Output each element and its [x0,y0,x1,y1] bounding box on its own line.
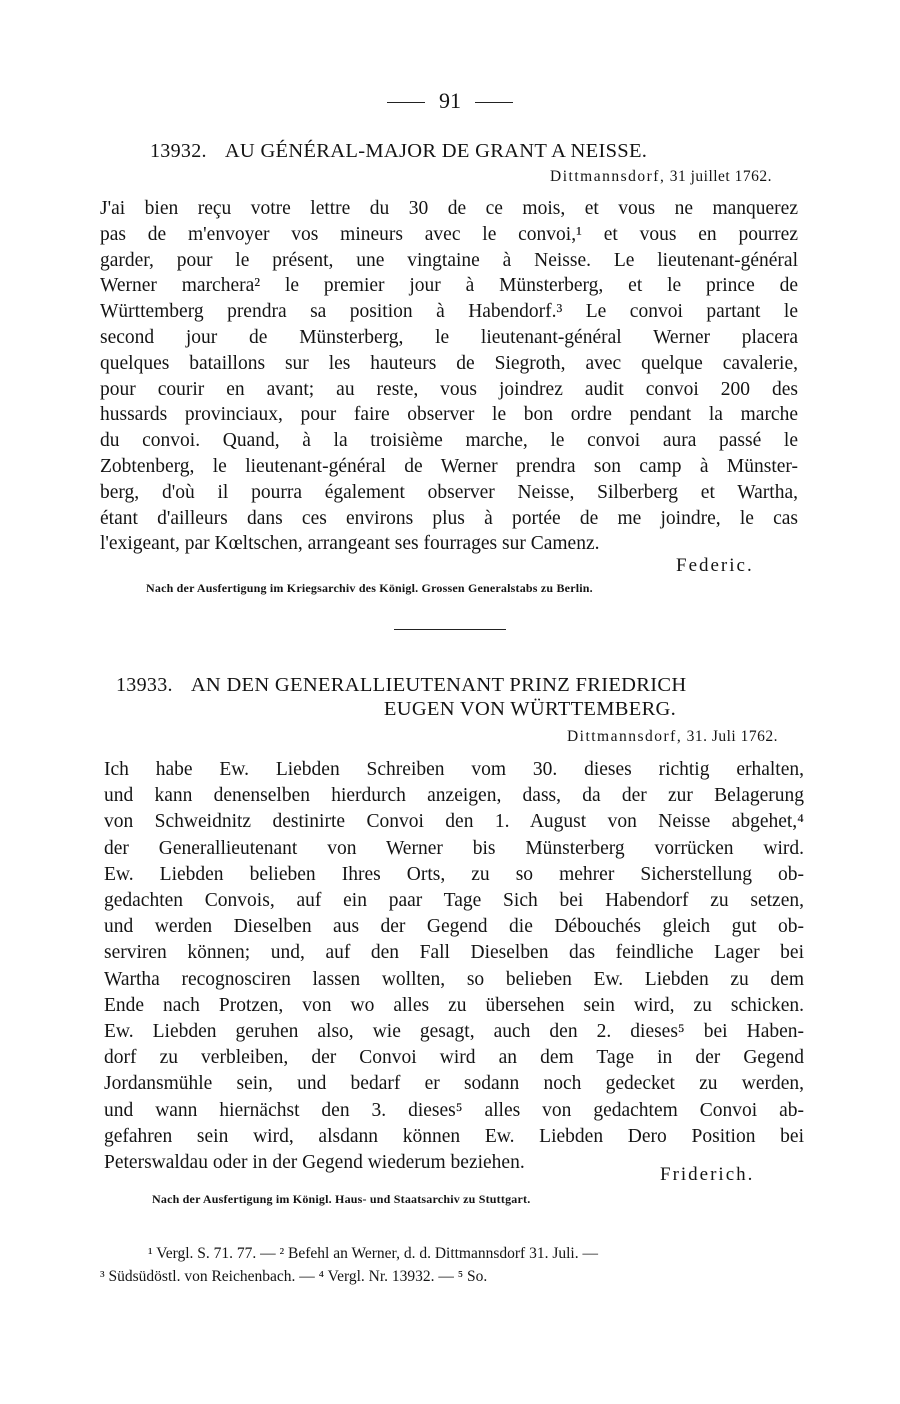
letter1-line: étant d'ailleurs dans ces environs plus à portée de me joindre, le cas [100,507,798,529]
letter2-line: Jordansmühle sein, und bedarf er sodann noch gedecket zu werden, [104,1073,804,1095]
letter1-line: berg, d'où il pourra également observer Neisse, Silberberg et Wartha, [100,481,798,503]
letter2-line: gedachten Convois, auf ein paar Tage Sich bei Habendorf zu setzen, [104,890,804,912]
letter2-title-line2: EUGEN VON WÜRTTEMBERG. [383,698,677,720]
letter2-date: 31. Juli 1762. [686,728,778,745]
letter2-line: dorf zu verbleiben, der Convoi wird an dem Tage in der Gegend [104,1047,804,1069]
letter2-line: Ew. Liebden belieben Ihres Orts, zu so mehrer Sicherstellung ob- [104,863,804,885]
letter2-place: Dittmannsdorf, [566,728,683,745]
letter2-line: Peterswaldau oder in der Gegend wiederum beziehen. [104,1152,525,1174]
letter1-line: second jour de Münsterberg, le lieutenant-général Werner placera [100,326,798,348]
page-number [0,88,900,114]
letter1-place: Dittmannsdorf, [550,168,666,185]
letter2-number: 13933. [116,674,173,696]
footnote-line: ³ Südsüdöstl. von Reichenbach. — ⁴ Vergl. Nr. 13932. — ⁵ So. [100,1268,488,1285]
letter1-line: du convoi. Quand, à la troisième marche, le convoi aura passé le [100,430,798,452]
letter2-line: Wartha recognosciren lassen wollten, so belieben Ew. Liebden zu dem [104,968,804,990]
letter1-line: l'exigeant, par Kœltschen, arrangeant ses fourrages sur Camenz. [100,533,600,555]
letter2-line: Ende nach Protzen, von wo alles zu übersehen sein wird, zu schicken. [104,994,804,1016]
letter1-signature: Federic. [676,555,754,576]
footnote-line: ¹ Vergl. S. 71. 77. — ² Befehl an Werner, d. d. Dittmannsdorf 31. Juli. — [148,1245,598,1262]
letter1-heading [150,140,647,163]
letter2-line: der Generallieutenant von Werner bis Münsterberg vorrücken wird. [104,837,804,859]
letter2-body [104,757,804,1176]
letter2-line: und kann denenselben hierdurch anzeigen, dass, da der zur Belagerung [104,785,804,807]
letter2-heading [116,674,686,697]
letter1-line: Werner marchera² le premier jour à Münsterberg, et le prince de [100,275,798,297]
letter1-body [100,196,798,557]
letter2-line: Ich habe Ew. Liebden Schreiben vom 30. dieses richtig erhalten, [104,759,804,780]
letter1-title: AU GÉNÉRAL-MAJOR DE GRANT A NEISSE. [224,140,648,162]
letter1-line: pour courir en avant; au reste, vous joindrez audit convoi 200 des [100,378,798,400]
letter1-line: garder, pour le présent, une vingtaine à Neisse. Le lieutenant-général [100,249,798,271]
letter1-line: hussards provinciaux, pour faire observer le bon ordre pendant la marche [100,404,798,426]
letter1-line: quelques bataillons sur les hauteurs de Siegroth, avec quelque cavalerie, [100,352,798,374]
letter2-line: Ew. Liebden geruhen also, wie gesagt, auch den 2. dieses⁵ bei Haben- [104,1021,804,1043]
letter1-line: pas de m'envoyer vos mineurs avec le convoi,¹ et vous en pourrez [100,223,798,245]
letter2-line: von Schweidnitz destinirte Convoi den 1. August von Neisse abgehet,⁴ [104,811,804,833]
letter2-line: serviren können; und, auf den Fall Dieselben das feindliche Lager bei [104,942,804,964]
page-number-text: 91 [439,88,461,113]
letter2-source: Nach der Ausfertigung im Königl. Haus- und Staatsarchiv zu Stuttgart. [152,1192,531,1206]
section-divider [394,629,506,630]
letter2-signature: Friderich. [660,1164,755,1185]
letter2-line: und werden Dieselben aus der Gegend die Débouchés gleich gut ob- [104,916,804,938]
letter1-dateline [420,168,772,186]
letter2-title-line1: AN DEN GENERALLIEUTENANT PRINZ FRIEDRICH [190,674,687,696]
letter2-line: und wann hiernächst den 3. dieses⁵ alles von gedachtem Convoi ab- [104,1099,804,1121]
letter1-number: 13932. [150,140,207,162]
letter1-line: J'ai bien reçu votre lettre du 30 de ce mois, et vous ne manquerez [100,198,798,219]
letter1-line: Württemberg prendra sa position à Habendorf.³ Le convoi partant le [100,301,798,323]
letter2-line: gefahren sein wird, alsdann können Ew. Liebden Dero Position bei [104,1125,804,1147]
page-number-dash-left [387,102,425,103]
letter1-line: Zobtenberg, le lieutenant-général de Werner prendra son camp à Münster- [100,455,798,477]
letter1-source: Nach der Ausfertigung im Kriegsarchiv des Königl. Grossen Generalstabs zu Berlin. [146,581,593,595]
letter2-dateline [420,728,778,746]
page-number-dash-right [475,102,513,103]
letter1-date: 31 juillet 1762. [669,168,772,185]
